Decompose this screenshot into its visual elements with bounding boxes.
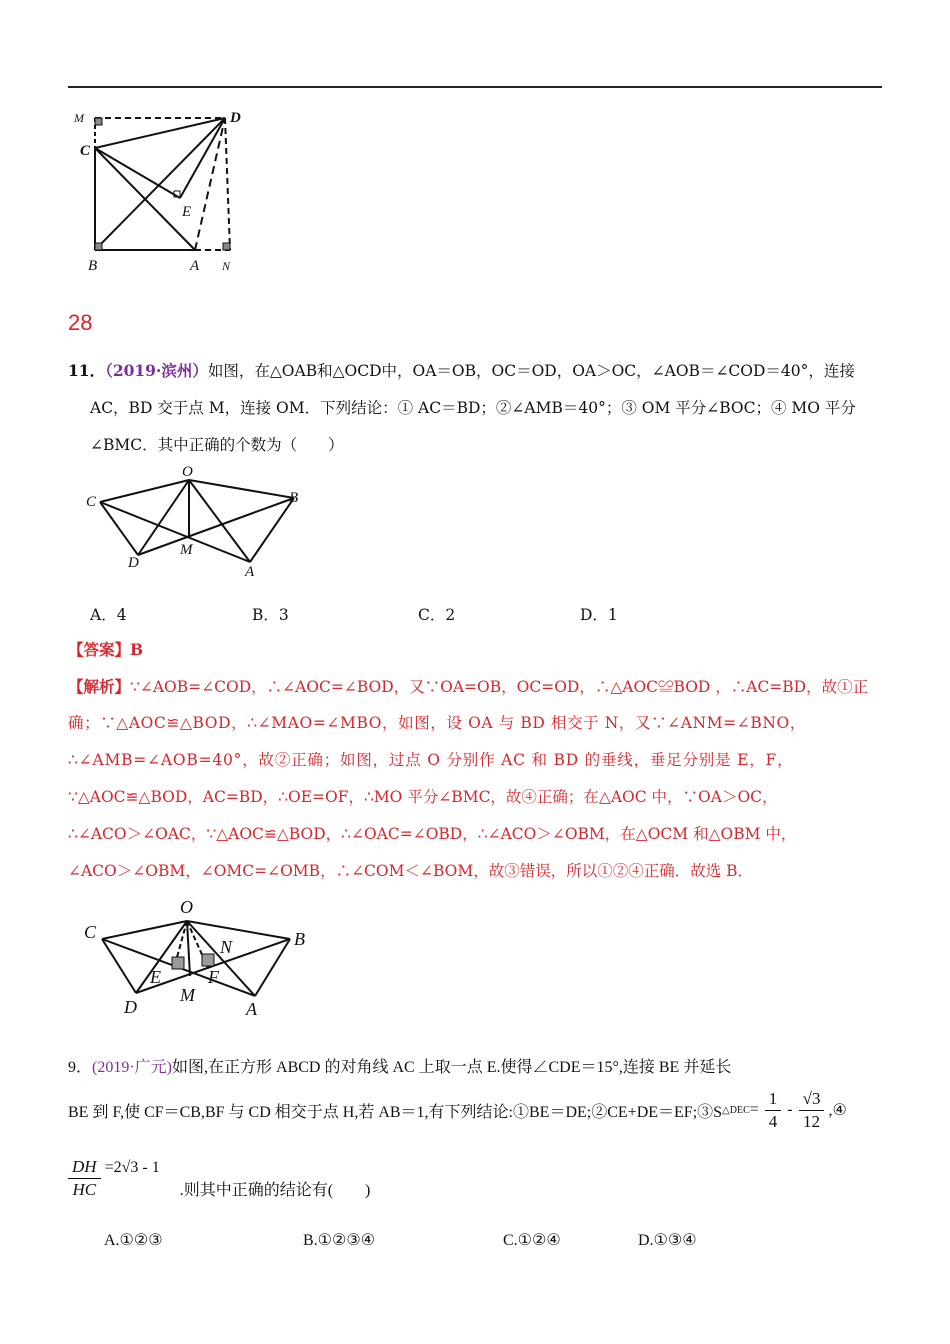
q11-analysis-line5: ∴∠ACO＞∠OAC，∵△AOC≌△BOD，∴∠OAC=∠OBD，∴∠ACO＞∠OBM，在△OCM 和△OBM 中，	[68, 825, 797, 843]
q9-option-c[interactable]: C.①②④	[503, 1232, 561, 1249]
q11-analysis-line6: ∠ACO＞∠OBM，∠OMC=∠OMB，∴∠COM＜∠BOM，故③错误，所以①②④正确．故选 B．	[68, 862, 754, 880]
header-rule	[68, 86, 882, 88]
q9-frac3-num: DH	[68, 1156, 101, 1179]
q11-analysis-line4: ∵△AOC≌△BOD，AC=BD，∴OE=OF，∴MO 平分∠BMC，故④正确；在△AOC 中，∵OA＞OC，	[68, 788, 778, 806]
q9-after-frac: ,④	[828, 1102, 847, 1119]
q11-option-d[interactable]: D．1	[580, 606, 618, 624]
q11-line2: AC，BD 交于点 M，连接 OM．下列结论：① AC＝BD；②∠AMB＝40°；③ OM 平分∠BOC；④ MO 平分	[90, 399, 856, 417]
q9-option-b[interactable]: B.①②③④	[303, 1232, 376, 1249]
analysis-fig-c: C	[84, 922, 97, 942]
q11-option-a[interactable]: A．4	[90, 606, 127, 624]
q9-frac3-den: HC	[72, 1179, 97, 1199]
fig-label-n: N	[222, 259, 231, 273]
q9-s-subscript: △DEC	[722, 1104, 750, 1116]
q9-option-d[interactable]: D.①③④	[638, 1232, 697, 1249]
geometry-figure-q11	[82, 462, 312, 582]
q11-answer: 【答案】B	[68, 640, 144, 659]
fig-label-e: E	[182, 204, 192, 220]
analysis-fig-e: E	[150, 967, 161, 987]
q9-equals: =	[749, 1101, 759, 1118]
geometry-figure-analysis	[80, 893, 320, 1023]
analysis-fig-m: M	[180, 985, 195, 1005]
q11-fig-o: O	[182, 464, 193, 480]
q11-analysis-line1	[68, 668, 868, 706]
q9-line1	[68, 1049, 731, 1086]
q11-option-b[interactable]: B．3	[252, 606, 289, 624]
q9-frac2-num: √3	[799, 1088, 825, 1111]
q9-frac-one-quarter	[765, 1088, 782, 1133]
q9-frac1-den: 4	[768, 1111, 778, 1131]
q9-text-3: .则其中正确的结论有( )	[179, 1181, 371, 1199]
q11-analysis-line3: ∴∠AMB=∠AOB=40°，故②正确；如图，过点 O 分别作 AC 和 BD 的垂线，垂足分别是 E，F，	[68, 751, 794, 769]
q9-frac2-den: 12	[803, 1111, 821, 1131]
analysis-fig-o: O	[180, 897, 193, 917]
q11-line3: ∠BMC．其中正确的个数为（ ）	[90, 436, 344, 454]
q9-frac-dh-hc	[68, 1156, 101, 1201]
q11-analysis-text-1: ∵∠AOB=∠COD，∴∠AOC=∠BOD，又∵OA=OB，OC=OD，∴△AOC≌BOD ，∴AC=BD，故①正	[130, 678, 869, 696]
q11-fig-c: C	[86, 494, 97, 510]
fig-label-d: D	[230, 110, 241, 126]
analysis-fig-f: F	[208, 967, 219, 987]
q11-fig-d: D	[128, 555, 139, 571]
q11-line1	[68, 352, 855, 390]
geometry-figure-square	[70, 100, 250, 280]
q11-analysis-line2: 确；∵△AOC≌△BOD，∴∠MAO=∠MBO，如图，设 OA 与 BD 相交于 N，又∵∠ANM=∠BNO，	[68, 714, 806, 732]
q11-fig-b: B	[289, 490, 299, 506]
analysis-fig-a: A	[246, 999, 257, 1019]
q9-number: 9．	[68, 1059, 93, 1076]
q9-text-2: BE 到 F,使 CF＝CB,BF 与 CD 相交于点 H,若 AB＝1,有下列结论:①BE＝DE;②CE+DE＝EF;③S	[68, 1103, 723, 1121]
q9-frac1-num: 1	[765, 1088, 782, 1111]
q9-option-a[interactable]: A.①②③	[104, 1232, 163, 1249]
analysis-fig-n: N	[220, 937, 233, 957]
fig-label-m: M	[74, 111, 84, 125]
analysis-fig-b: B	[294, 929, 305, 949]
q11-source: （2019·滨州）	[105, 361, 208, 380]
q11-fig-a: A	[245, 564, 255, 580]
fig-label-b: B	[88, 258, 98, 274]
analysis-fig-d: D	[124, 997, 137, 1017]
q11-number: 11．	[68, 361, 106, 380]
fig-label-a: A	[190, 258, 200, 274]
q9-text-1: 如图,在正方形 ABCD 的对角线 AC 上取一点 E.使得∠CDE＝15°,连接 BE 并延长	[172, 1059, 732, 1076]
q9-line3	[68, 1152, 370, 1204]
page-number: 28	[68, 310, 93, 335]
q11-analysis-label: 【解析】	[68, 677, 131, 696]
q9-line2	[68, 1082, 847, 1138]
q11-fig-m: M	[180, 542, 193, 558]
fig-label-c: C	[80, 143, 91, 159]
q11-text-1: 如图，在△OAB和△OCD中，OA＝OB，OC＝OD，OA＞OC，∠AOB＝∠COD＝40°，连接	[207, 362, 855, 380]
q9-frac3-rhs: =2√3 - 1	[104, 1159, 160, 1176]
q9-source: (2019·广元)	[92, 1059, 173, 1076]
q11-option-c[interactable]: C．2	[418, 606, 456, 624]
q9-minus: -	[787, 1101, 793, 1118]
q9-frac-root3-12	[799, 1088, 825, 1133]
